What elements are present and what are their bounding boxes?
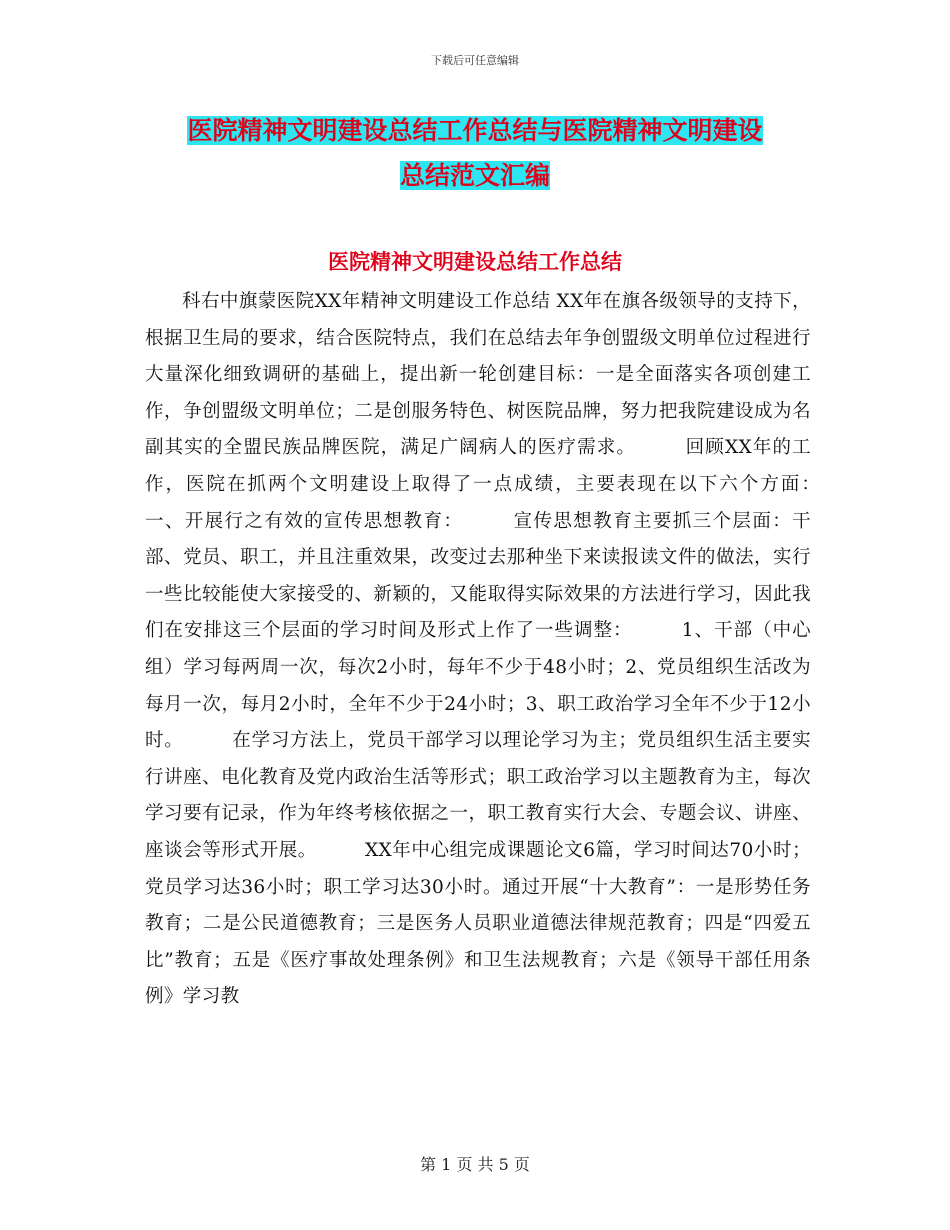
body-paragraph: 科右中旗蒙医院XX年精神文明建设工作总结 XX年在旗各级领导的支持下，根据卫生局的要求，结合医院特点，我们在总结去年争创盟级文明单位过程进行大量深化细致调研的基础上，提出新一轮创建目标：一是全面落实各项创建工作，争创盟级文明单位；二是创服务特色、树医院品牌，努力把我院建设成为名副其实的全盟民族品牌医院，满足广阔病人的医疗需求。 回顾XX年的工作，医院在抓两个文明建设上取得了一点成绩，主要表现在以下六个方面： 一、开展行之有效的宣传思想教育： 宣传思想教育主要抓三个层面：干部、党员、职工，并且注重效果，改变过去那种坐下来读报读文件的做法，实行一些比较能使大家接受的、新颖的，又能取得实际效果的方法进行学习，因此我们在安排这三个层面的学习时间及形式上作了一些调整： 1、干部（中心组）学习每两周一次，每次2小时，每年不少于48小时；2、党员组织生活改为每月一次，每月2小时，全年不少于24小时；3、职工政治学习全年不少于12小时。 在学习方法上，党员干部学习以理论学习为主；党员组织生活主要实行讲座、电化教育及党内政治生活等形式；职工政治学习以主题教育为主，每次学习要有记录，作为年终考核依据之一，职工教育实行大会、专题会议、讲座、座谈会等形式开展。 XX年中心组完成课题论文6篇，学习时间达70小时；党员学习达36小时；职工学习达30小时。通过开展“十大教育”：一是形势任务教育；二是公民道德教育；三是医务人员职业道德法律规范教育；四是“四爱五比”教育；五是《医疗事故处理条例》和卫生法规教育；六是《领导干部任用条例》学习教: [145, 291, 868, 1008]
page-footer: 第 1 页 共 5 页: [420, 1155, 530, 1174]
document-title-line-1: 医院精神文明建设总结工作总结与医院精神文明建设: [187, 116, 763, 145]
document-title-line-2: 总结范文汇编: [399, 161, 550, 190]
section-title: 医院精神文明建设总结工作总结: [328, 250, 622, 274]
document-title: [150, 108, 800, 198]
header-note: 下载后可任意编辑: [431, 54, 519, 67]
